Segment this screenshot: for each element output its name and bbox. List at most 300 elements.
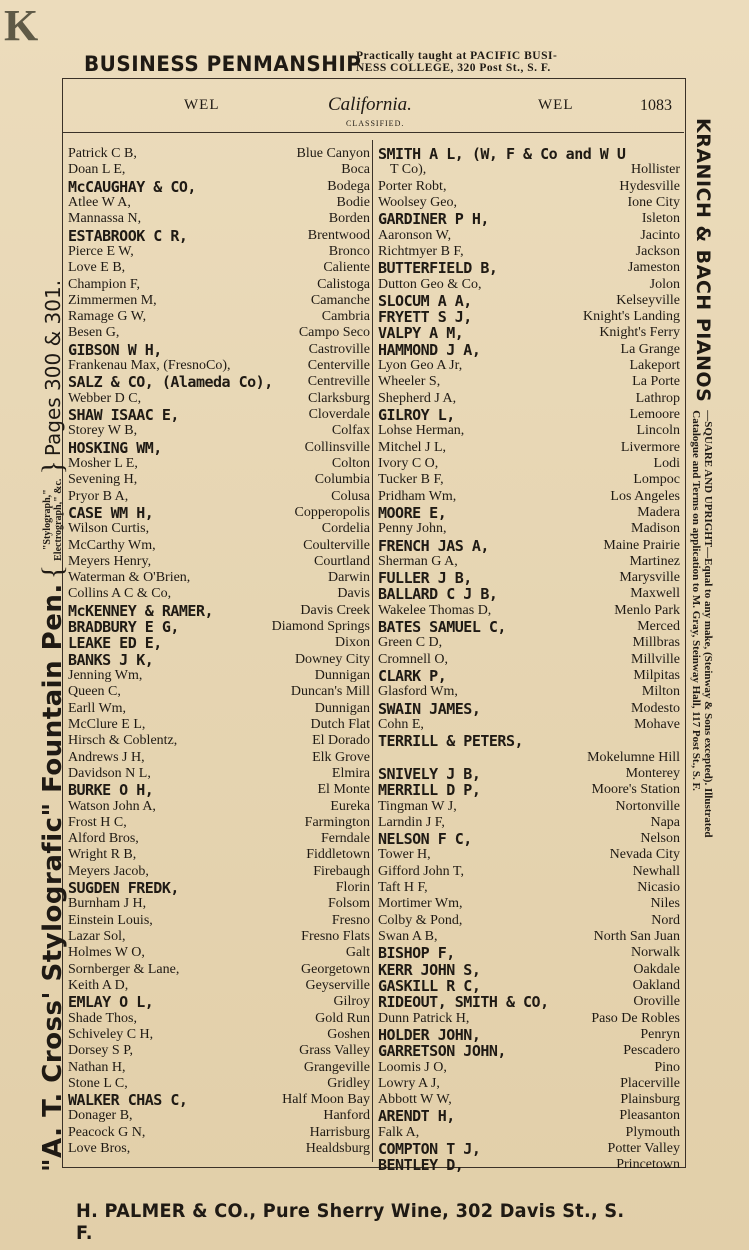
entry-name: Taft H F, <box>378 880 428 896</box>
entry-place: Lompoc <box>633 472 680 488</box>
directory-entry <box>378 195 680 211</box>
entry-place: Galt <box>345 945 370 961</box>
entry-place: Niles <box>650 896 680 912</box>
directory-entry <box>68 586 370 602</box>
entry-place: Hollister <box>631 162 680 178</box>
entry-place: Bodie <box>336 194 370 210</box>
entry-name: Patrick C B, <box>68 146 137 161</box>
directory-entry <box>378 1076 680 1092</box>
directory-entry <box>378 228 680 244</box>
entry-name: Einstein Louis, <box>68 912 153 928</box>
entry-place: Pleasanton <box>619 1108 680 1124</box>
directory-entry <box>68 717 370 733</box>
entry-place: Knight's Landing <box>582 309 680 325</box>
directory-entry <box>68 358 370 374</box>
entry-place: Newhall <box>632 863 680 879</box>
entry-name: SLOCUM A A, <box>378 291 472 310</box>
directory-entry <box>378 913 680 929</box>
directory-entry <box>68 195 370 211</box>
entry-name: Wilson Curtis, <box>68 521 150 537</box>
directory-entry <box>378 489 680 505</box>
entry-place: Madera <box>637 504 680 520</box>
entry-name: Dutton Geo & Co, <box>378 276 482 292</box>
entry-name: Queen C, <box>68 684 121 700</box>
directory-entry <box>68 489 370 505</box>
entry-name: Colby & Pond, <box>378 912 463 928</box>
entry-name: Larndin J F, <box>378 814 445 830</box>
entry-place: Lemoore <box>629 407 680 422</box>
entry-name: Frankenau Max, (FresnoCo), <box>68 358 231 374</box>
entry-place: Los Angeles <box>610 488 680 504</box>
entry-name: BALLARD C J B, <box>378 585 498 604</box>
directory-entry <box>378 978 680 994</box>
entry-place: El Dorado <box>312 733 370 749</box>
entry-place: Madison <box>631 521 680 537</box>
directory-entry <box>68 211 370 227</box>
directory-entry <box>68 538 370 554</box>
entry-name: HOSKING WM, <box>68 438 162 457</box>
directory-entry <box>68 847 370 863</box>
entry-name: Lyon Geo A Jr, <box>378 358 463 374</box>
entry-name: Ramage G W, <box>68 309 147 325</box>
directory-entry <box>378 635 680 651</box>
entry-name: ESTABROOK C R, <box>68 226 188 245</box>
entry-place: Oakland <box>632 977 680 993</box>
directory-entry <box>68 668 370 684</box>
entry-place: Fresno <box>331 912 370 928</box>
directory-entry <box>68 684 370 700</box>
entry-name: Storey W B, <box>68 423 138 439</box>
entry-place: Diamond Springs <box>271 619 370 635</box>
directory-entry <box>378 586 680 602</box>
entry-place: Eureka <box>330 798 370 814</box>
entry-name: Cohn E, <box>378 716 424 732</box>
entry-place: Lathrop <box>635 390 680 406</box>
directory-entry <box>68 521 370 537</box>
entry-place: Mohave <box>634 716 680 732</box>
entry-place: Ione City <box>627 194 680 210</box>
entry-name: Watson John A, <box>68 798 156 814</box>
entry-name: NELSON F C, <box>378 830 472 849</box>
directory-entry <box>378 1027 680 1043</box>
entry-name: Jenning Wm, <box>68 668 143 683</box>
directory-entry <box>68 228 370 244</box>
left-ad-note-line-1: "Stylograph," <box>42 489 53 551</box>
directory-entry <box>68 750 370 766</box>
directory-entry <box>378 717 680 733</box>
directory-entry <box>68 652 370 668</box>
entry-place: Clarksburg <box>308 390 370 406</box>
entry-place: Hanford <box>323 1108 370 1124</box>
directory-entry <box>68 146 370 162</box>
entry-name: Pridham Wm, <box>378 488 457 504</box>
entry-name: BRADBURY E G, <box>68 618 179 637</box>
entry-place: Caliente <box>323 260 370 276</box>
directory-entry <box>378 1060 680 1076</box>
entry-place: Davis <box>337 586 370 602</box>
entry-name: ARENDT H, <box>378 1107 455 1126</box>
entry-place: Cordelia <box>321 521 370 537</box>
entry-place: Oroville <box>633 994 680 1010</box>
entry-place: Martinez <box>629 553 680 569</box>
right-ad-line-1: —SQUARE AND UPRIGHT—Equal to any make, (Steinway & Sons excepted). Illustrated <box>702 410 714 838</box>
entry-name: Zimmermen M, <box>68 292 157 308</box>
entry-name: T Co), <box>390 162 427 178</box>
entry-place: Boca <box>341 162 370 178</box>
directory-entry <box>378 309 680 325</box>
directory-entry <box>378 293 680 309</box>
entry-name: Lowry A J, <box>378 1075 440 1091</box>
directory-entry <box>378 391 680 407</box>
entry-place: Jolon <box>649 276 680 292</box>
entry-place: Menlo Park <box>614 602 680 618</box>
entry-place: Duncan's Mill <box>290 684 370 700</box>
entry-place: Colton <box>331 455 370 471</box>
entry-name: Wheeler S, <box>378 374 441 390</box>
right-ad-detail <box>690 410 714 837</box>
directory-entry <box>68 978 370 994</box>
directory-entry <box>68 505 370 521</box>
entry-name: Holmes W O, <box>68 945 145 961</box>
entry-name: Donager B, <box>68 1108 133 1124</box>
directory-entry <box>378 750 680 766</box>
top-ad-line-2: NESS COLLEGE, 320 Post St., S. F. <box>356 62 551 74</box>
directory-entry <box>378 407 680 423</box>
entry-place: Bronco <box>328 243 370 259</box>
entry-place: Nicasio <box>637 880 680 896</box>
entry-name: Pryor B A, <box>68 488 129 504</box>
column-divider <box>372 140 373 1162</box>
entry-name: GARRETSON JOHN, <box>378 1042 506 1061</box>
directory-entry <box>378 342 680 358</box>
entry-place: Colfax <box>331 423 370 439</box>
entry-place: Elk Grove <box>312 749 370 765</box>
directory-entry <box>68 815 370 831</box>
entry-place: Placerville <box>620 1075 680 1091</box>
entry-name: Loomis J O, <box>378 1059 447 1075</box>
entry-place: Nord <box>651 912 680 928</box>
entry-place: Brentwood <box>307 227 370 243</box>
entry-place: Penryn <box>640 1026 680 1042</box>
left-advertisement <box>36 280 70 1172</box>
entry-place: Half Moon Bay <box>282 1092 370 1108</box>
entry-place: Kelseyville <box>616 292 680 308</box>
directory-entry <box>378 962 680 978</box>
directory-entry <box>68 1027 370 1043</box>
directory-entry <box>68 423 370 439</box>
directory-entry <box>378 244 680 260</box>
entry-name: Aaronson W, <box>378 227 452 243</box>
entry-name: Webber D C, <box>68 390 142 406</box>
brace-icon: { <box>36 564 69 580</box>
entry-place: Goshen <box>327 1026 370 1042</box>
entry-name: BENTLEY D, <box>378 1156 464 1175</box>
entry-place: Camanche <box>310 292 370 308</box>
entry-place: Potter Valley <box>607 1141 680 1157</box>
entry-place: Calistoga <box>317 276 370 292</box>
entry-name: FRENCH JAS A, <box>378 536 489 555</box>
left-ad-note-line-2: Electrograph," &c. <box>53 478 64 561</box>
directory-entry <box>68 945 370 961</box>
entry-name: SUGDEN FREDK, <box>68 879 179 898</box>
entry-place: Dutch Flat <box>310 716 370 732</box>
directory-entry <box>378 1108 680 1124</box>
entry-place: Napa <box>650 814 680 830</box>
directory-entry <box>378 847 680 863</box>
directory-entry <box>68 293 370 309</box>
directory-entry <box>68 342 370 358</box>
right-advertisement <box>690 118 714 837</box>
entry-name: Meyers Henry, <box>68 553 152 569</box>
entry-name: Cromnell O, <box>378 651 448 667</box>
directory-entry <box>68 325 370 341</box>
entry-place: Blue Canyon <box>296 146 370 161</box>
entry-name: Porter Robt, <box>378 178 447 194</box>
directory-entry <box>68 1125 370 1141</box>
left-column <box>68 146 370 1157</box>
directory-entry <box>378 782 680 798</box>
entry-place: Courtland <box>314 553 370 569</box>
entry-name: Keith A D, <box>68 977 129 993</box>
entry-name: Tucker B F, <box>378 472 444 488</box>
entry-place: Princetown <box>616 1157 680 1173</box>
entry-place: Lodi <box>653 455 680 471</box>
entry-name: Penny John, <box>378 521 447 537</box>
directory-entry <box>68 1108 370 1124</box>
entry-place: Milton <box>641 684 680 700</box>
entry-name: FULLER J B, <box>378 569 472 588</box>
entry-name: Meyers Jacob, <box>68 863 149 879</box>
entry-name: Stone L C, <box>68 1075 128 1091</box>
entry-name: Waterman & O'Brien, <box>68 570 191 586</box>
entry-name: Abbott W W, <box>378 1092 452 1108</box>
entry-place: Lakeport <box>629 358 680 374</box>
entry-place: Plainsburg <box>620 1092 680 1108</box>
entry-place: Plymouth <box>625 1124 680 1140</box>
entry-place: Cambria <box>321 309 370 325</box>
right-ad-headline: KRANICH & BACH PIANOS <box>692 118 714 403</box>
directory-entry <box>68 162 370 178</box>
entry-name: EMLAY O L, <box>68 993 154 1012</box>
directory-entry <box>68 994 370 1010</box>
entry-name: MERRILL D P, <box>378 781 481 800</box>
entry-name: Earll Wm, <box>68 700 127 716</box>
directory-entry <box>68 1060 370 1076</box>
directory-entry <box>68 1092 370 1108</box>
directory-entry <box>68 440 370 456</box>
entry-name: Love Bros, <box>68 1141 131 1157</box>
bottom-advertisement: H. PALMER & CO., Pure Sherry Wine, 302 Davis St., S. F. <box>76 1200 625 1244</box>
entry-place: Milpitas <box>633 668 680 683</box>
entry-name: Glasford Wm, <box>378 684 458 700</box>
entry-name: Besen G, <box>68 325 120 341</box>
directory-entry <box>378 619 680 635</box>
entry-place: Dunnigan <box>314 668 370 683</box>
entry-name: Richtmyer B F, <box>378 243 464 259</box>
entry-name: Sevening H, <box>68 472 138 488</box>
entry-place: Harrisburg <box>309 1124 370 1140</box>
entry-place: Pino <box>654 1059 680 1075</box>
directory-entry <box>68 799 370 815</box>
directory-entry <box>68 1043 370 1059</box>
directory-entry <box>68 733 370 749</box>
entry-place: Collinsville <box>304 439 370 455</box>
directory-entry <box>68 962 370 978</box>
entry-place: Borden <box>328 211 370 227</box>
directory-entry <box>68 782 370 798</box>
directory-entry <box>378 945 680 961</box>
entry-name: Gifford John T, <box>378 863 464 879</box>
directory-entry <box>68 766 370 782</box>
entry-place: Georgetown <box>301 961 370 977</box>
directory-entry <box>378 554 680 570</box>
directory-entry <box>378 211 680 227</box>
entry-place: Davis Creek <box>300 602 370 618</box>
entry-place: Monterey <box>625 765 680 781</box>
directory-entry <box>68 277 370 293</box>
entry-name: HOLDER JOHN, <box>378 1025 481 1044</box>
directory-entry <box>68 554 370 570</box>
directory-entry <box>378 456 680 472</box>
directory-entry <box>378 733 680 749</box>
entry-name: Hirsch & Coblentz, <box>68 733 178 749</box>
entry-place: Millbras <box>632 635 680 651</box>
entry-name: BANKS J K, <box>68 650 154 669</box>
directory-entry <box>378 684 680 700</box>
directory-entry <box>68 1011 370 1027</box>
entry-place: Downey City <box>294 651 370 667</box>
directory-entry <box>68 244 370 260</box>
entry-place: La Grange <box>620 341 680 357</box>
entry-name: Ivory C O, <box>378 455 439 471</box>
entry-place: Mokelumne Hill <box>587 749 680 765</box>
entry-place: Moore's Station <box>591 782 680 798</box>
entry-name: McClure E L, <box>68 716 146 732</box>
entry-place: Elmira <box>331 765 370 781</box>
entry-place: Geyserville <box>305 977 370 993</box>
entry-name: Nathan H, <box>68 1059 126 1075</box>
entry-name: SWAIN JAMES, <box>378 699 481 718</box>
page-subtitle: CLASSIFIED. <box>346 119 405 128</box>
directory-entry <box>378 325 680 341</box>
entry-name: McCAUGHAY & CO, <box>68 177 196 196</box>
entry-name: GASKILL R C, <box>378 976 481 995</box>
top-ad-headline: BUSINESS PENMANSHIP <box>84 52 362 76</box>
entry-name: Atlee W A, <box>68 194 131 210</box>
directory-entry <box>68 472 370 488</box>
directory-entry <box>378 701 680 717</box>
entry-name: HAMMOND J A, <box>378 340 481 359</box>
entry-place: Marysville <box>619 570 680 586</box>
entry-place: Jameston <box>627 260 680 276</box>
entry-place: Florin <box>335 880 370 896</box>
entry-name: GARDINER P H, <box>378 210 489 229</box>
entry-place: Maine Prairie <box>603 537 680 553</box>
entry-place: Healdsburg <box>305 1141 370 1157</box>
entry-name: GILROY L, <box>378 406 455 424</box>
entry-place: Lincoln <box>636 423 680 439</box>
entry-name: BUTTERFIELD B, <box>378 259 498 278</box>
entry-name: Sherman G A, <box>378 553 458 569</box>
directory-entry <box>68 619 370 635</box>
brace-close-icon: } <box>36 460 69 475</box>
entry-name: Pierce E W, <box>68 243 134 259</box>
directory-entry <box>378 668 680 684</box>
entry-name: Lazar Sol, <box>68 929 126 944</box>
directory-entry <box>68 407 370 423</box>
directory-entry <box>68 260 370 276</box>
directory-entry <box>378 1125 680 1141</box>
right-column <box>378 146 680 1174</box>
entry-name: BISHOP F, <box>378 944 455 963</box>
directory-entry <box>378 799 680 815</box>
directory-entry <box>68 1076 370 1092</box>
entry-name: CASE WM H, <box>68 503 154 522</box>
entry-place: Bodega <box>327 178 370 194</box>
entry-name: KERR JOHN S, <box>378 960 481 979</box>
entry-name: TERRILL & PETERS, <box>378 732 524 751</box>
entry-name: Mannassa N, <box>68 211 142 227</box>
entry-place: Paso De Robles <box>591 1010 680 1026</box>
entry-place: Hydesville <box>619 178 680 194</box>
directory-entry <box>378 994 680 1010</box>
entry-name: GIBSON W H, <box>68 340 162 359</box>
directory-entry <box>378 260 680 276</box>
directory-entry <box>68 179 370 195</box>
entry-place: North San Juan <box>593 929 680 944</box>
entry-place: Grangeville <box>303 1059 370 1075</box>
directory-entry <box>378 374 680 390</box>
entry-place: Gilroy <box>333 994 370 1010</box>
directory-entry <box>378 358 680 374</box>
directory-entry <box>68 880 370 896</box>
entry-name: Frost H C, <box>68 814 127 830</box>
entry-place: Jacinto <box>640 227 680 243</box>
directory-entry <box>378 277 680 293</box>
directory-entry <box>378 880 680 896</box>
entry-place: Folsom <box>327 896 370 912</box>
entry-name: Woolsey Geo, <box>378 194 457 210</box>
entry-name: WALKER CHAS C, <box>68 1091 188 1110</box>
entry-place: Merced <box>637 619 680 635</box>
directory-entry <box>68 391 370 407</box>
entry-place: Fiddletown <box>306 847 370 863</box>
entry-place: Jackson <box>635 243 680 259</box>
entry-name: MOORE E, <box>378 503 447 522</box>
entry-place: Columbia <box>314 472 370 488</box>
entry-name: Alford Bros, <box>68 831 139 847</box>
directory-entry <box>378 929 680 945</box>
entry-name: Andrews J H, <box>68 749 145 765</box>
header-right-code: WEL <box>538 97 574 113</box>
directory-entry <box>68 864 370 880</box>
entry-place: Castroville <box>308 341 370 357</box>
entry-name: SHAW ISAAC E, <box>68 406 179 424</box>
entry-name: Dunn Patrick H, <box>378 1010 470 1026</box>
entry-name: SMITH A L, (W, F & Co and W U <box>378 145 626 163</box>
header-left-code: WEL <box>184 97 220 113</box>
entry-place: Millville <box>631 651 680 667</box>
left-ad-headline: "A. T. Cross' Stylografic" Fountain Pen. <box>38 583 68 1172</box>
directory-entry <box>378 440 680 456</box>
left-ad-note <box>42 479 64 561</box>
entry-name: Burnham J H, <box>68 896 147 912</box>
directory-entry <box>378 864 680 880</box>
entry-place: Oakdale <box>633 961 680 977</box>
entry-place: Cloverdale <box>308 407 370 422</box>
page-title: California. <box>328 94 412 115</box>
directory-entry <box>68 603 370 619</box>
